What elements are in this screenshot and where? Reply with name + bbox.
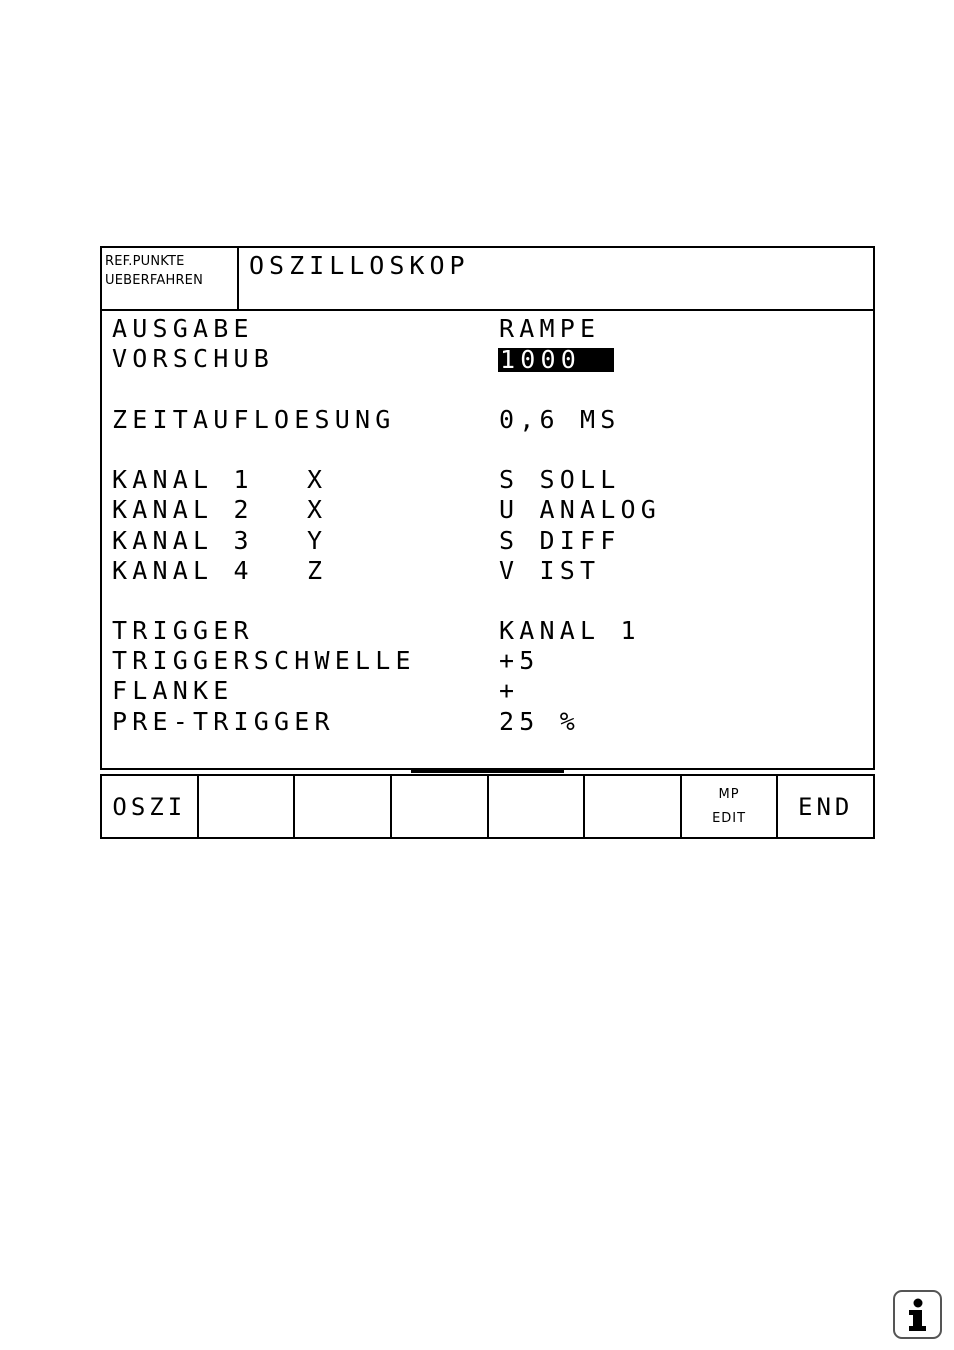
softkey-empty-5[interactable]: [489, 776, 586, 837]
info-icon: [893, 1290, 942, 1339]
softkey-end-label: END: [798, 792, 854, 821]
flanke-value[interactable]: +: [499, 676, 520, 705]
softkey-bar: [100, 774, 875, 839]
pretrigger-value[interactable]: 25 %: [499, 707, 581, 736]
ausgabe-label: AUSGABE: [112, 314, 254, 343]
zeitaufloesung-label: ZEITAUFLOESUNG: [112, 405, 396, 434]
vorschub-label: VORSCHUB: [112, 344, 275, 373]
channel-1-signal[interactable]: S SOLL: [499, 465, 621, 494]
operating-mode-box: [102, 248, 239, 309]
trigger-label: TRIGGER: [112, 616, 254, 645]
channel-1-label: KANAL 1: [112, 465, 254, 494]
triggerschwelle-label: TRIGGERSCHWELLE: [112, 646, 416, 675]
channel-4-signal[interactable]: V IST: [499, 556, 601, 585]
softkey-end[interactable]: [778, 776, 873, 837]
screen-header: [102, 248, 873, 311]
channel-2-axis[interactable]: X: [307, 495, 328, 524]
softkey-empty-6[interactable]: [585, 776, 682, 837]
pretrigger-label: PRE-TRIGGER: [112, 707, 335, 736]
flanke-label: FLANKE: [112, 676, 234, 705]
channel-4-label: KANAL 4: [112, 556, 254, 585]
softkey-empty-3[interactable]: [295, 776, 392, 837]
softkey-empty-2[interactable]: [199, 776, 296, 837]
zeitaufloesung-value[interactable]: 0,6 MS: [499, 405, 621, 434]
control-screen: [100, 246, 875, 770]
screen-title: OSZILLOSKOP: [249, 251, 470, 280]
triggerschwelle-value[interactable]: +5: [499, 646, 540, 675]
channel-3-signal[interactable]: S DIFF: [499, 526, 621, 555]
channel-1-axis[interactable]: X: [307, 465, 328, 494]
vorschub-input[interactable]: 1000: [498, 348, 614, 372]
mode-line-2: UEBERFAHREN: [105, 273, 204, 288]
channel-2-signal[interactable]: U ANALOG: [499, 495, 662, 524]
softkey-empty-4[interactable]: [392, 776, 489, 837]
softkey-mp-label: MP: [718, 786, 740, 802]
channel-3-axis[interactable]: Y: [307, 526, 328, 555]
channel-3-label: KANAL 3: [112, 526, 254, 555]
channel-2-label: KANAL 2: [112, 495, 254, 524]
ausgabe-value[interactable]: RAMPE: [499, 314, 601, 343]
softkey-mp-edit[interactable]: [682, 776, 779, 837]
softkey-row-indicator: [411, 770, 564, 773]
softkey-oszi[interactable]: [102, 776, 199, 837]
softkey-edit-label: EDIT: [712, 810, 747, 826]
trigger-value[interactable]: KANAL 1: [499, 616, 641, 645]
softkey-oszi-label: OSZI: [112, 792, 187, 821]
channel-4-axis[interactable]: Z: [307, 556, 328, 585]
mode-line-1: REF.PUNKTE: [105, 254, 185, 269]
